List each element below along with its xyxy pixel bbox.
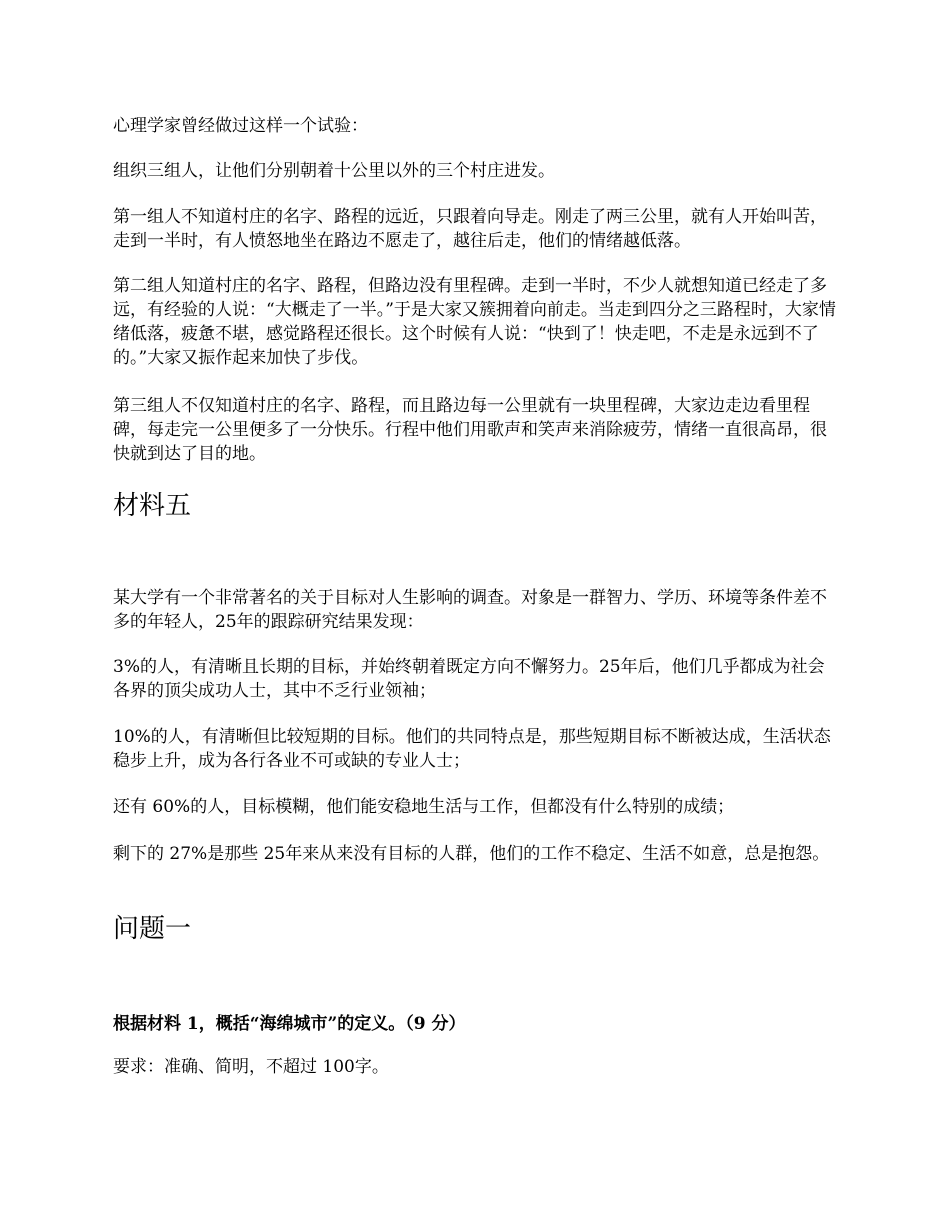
paragraph-three-percent: 3%的人，有清晰且长期的目标，并始终朝着既定方向不懈努力。25年后，他们几乎都成为社会各界的顶尖成功人士，其中不乏行业领袖； <box>113 657 825 701</box>
question-requirement: 要求：准确、简明，不超过 100字。 <box>113 1057 389 1077</box>
paragraph-survey-intro: 某大学有一个非常著名的关于目标对人生影响的调查。对象是一群智力、学历、环境等条件差不多的年轻人，25年的跟踪研究结果发现： <box>113 588 827 632</box>
paragraph-sixty-percent: 还有 60%的人，目标模糊，他们能安稳地生活与工作，但都没有什么特别的成绩； <box>113 797 735 817</box>
paragraph-group-three: 第三组人不仅知道村庄的名字、路程，而且路边每一公里就有一块里程碑，大家边走边看里程碑，每走完一公里便多了一分快乐。行程中他们用歌声和笑声来消除疲劳，情绪一直很高昂，很快就到达了目的地。 <box>113 396 827 464</box>
heading-material-five: 材料五 <box>113 491 192 521</box>
paragraph-twenty-seven-percent: 剩下的 27%是那些 25年来从来没有目标的人群，他们的工作不稳定、生活不如意，总是抱怨。 <box>113 844 830 864</box>
paragraph-group-two: 第二组人知道村庄的名字、路程，但路边没有里程碑。走到一半时，不少人就想知道已经走了多远，有经验的人说：“大概走了一半。”于是大家又簇拥着向前走。当走到四分之三路程时，大家情绪低落，疲惫不堪，感觉路程还很长。这个时候有人说：“快到了！快走吧，不走是永远到不了的。”大家又振作起来加快了步伐。 <box>113 276 836 368</box>
question-prompt: 根据材料 1，概括“海绵城市”的定义。（9 分） <box>113 1014 466 1034</box>
paragraph-intro: 心理学家曾经做过这样一个试验： <box>113 116 368 136</box>
paragraph-group-one: 第一组人不知道村庄的名字、路程的远近，只跟着向导走。刚走了两三公里，就有人开始叫苦，走到一半时，有人愤怒地坐在路边不愿走了，越往后走，他们的情绪越低落。 <box>113 207 827 251</box>
paragraph-ten-percent: 10%的人，有清晰但比较短期的目标。他们的共同特点是，那些短期目标不断被达成，生活状态稳步上升，成为各行各业不可或缺的专业人士； <box>113 727 831 771</box>
paragraph-setup: 组织三组人，让他们分别朝着十公里以外的三个村庄进发。 <box>113 161 555 181</box>
heading-question-one: 问题一 <box>113 914 192 944</box>
